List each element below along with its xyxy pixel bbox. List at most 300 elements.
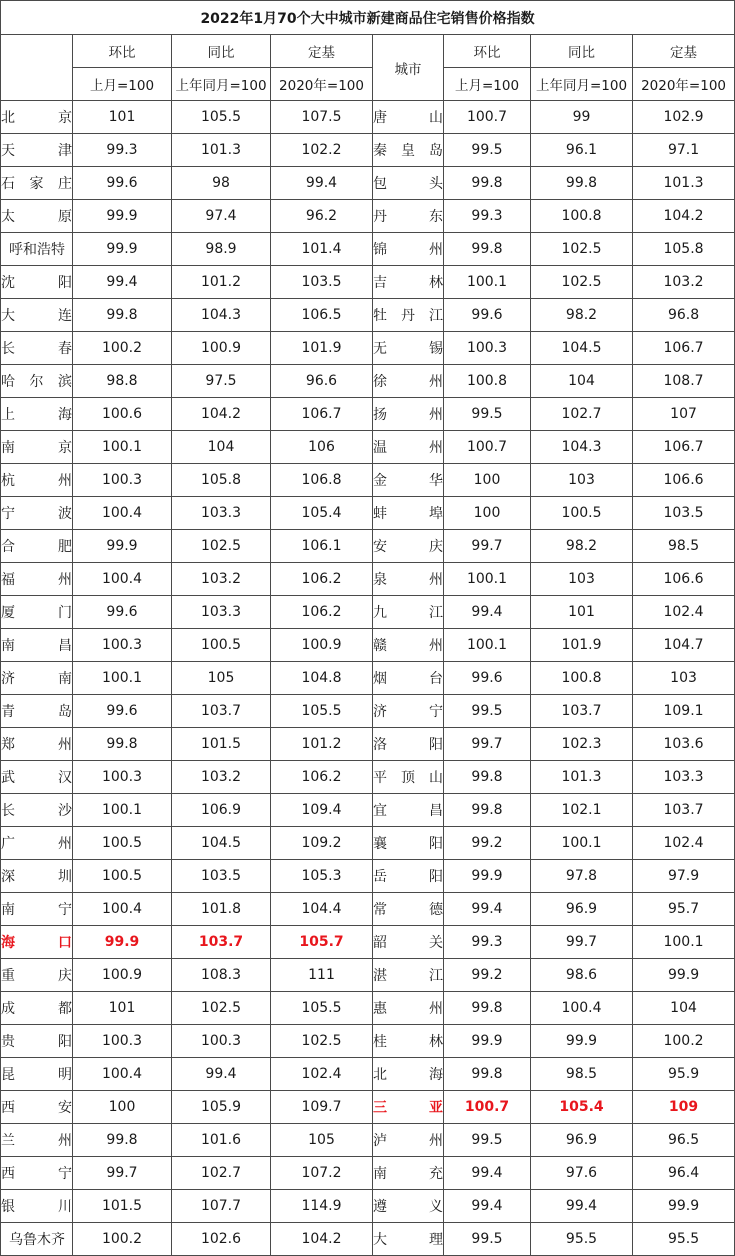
value-mom: 100.3 <box>73 464 172 497</box>
city-name: 烟台 <box>373 662 444 695</box>
value-base: 114.9 <box>271 1190 373 1223</box>
city-name: 哈尔滨 <box>1 365 73 398</box>
value-mom: 100.1 <box>73 794 172 827</box>
value-mom: 99.8 <box>444 761 531 794</box>
city-name: 九江 <box>373 596 444 629</box>
city-name: 杭州 <box>1 464 73 497</box>
value-base: 106.2 <box>271 761 373 794</box>
value-base: 102.4 <box>271 1058 373 1091</box>
value-mom: 99.9 <box>73 530 172 563</box>
value-mom: 99.6 <box>73 167 172 200</box>
value-yoy: 103.2 <box>172 563 271 596</box>
value-base: 101.3 <box>633 167 735 200</box>
value-base: 100.1 <box>633 926 735 959</box>
value-base: 96.4 <box>633 1157 735 1190</box>
table-row <box>1 827 735 860</box>
value-yoy: 101.3 <box>531 761 633 794</box>
value-base: 103.3 <box>633 761 735 794</box>
table-row <box>1 1157 735 1190</box>
table-row <box>1 167 735 200</box>
value-mom: 99.8 <box>73 728 172 761</box>
city-name: 石家庄 <box>1 167 73 200</box>
value-yoy: 100.3 <box>172 1025 271 1058</box>
value-base: 106.5 <box>271 299 373 332</box>
value-mom: 101 <box>73 992 172 1025</box>
value-mom: 100.1 <box>444 266 531 299</box>
value-yoy: 102.5 <box>172 530 271 563</box>
value-base: 97.9 <box>633 860 735 893</box>
value-mom: 100.2 <box>73 1223 172 1256</box>
table-row <box>1 728 735 761</box>
city-name: 韶关 <box>373 926 444 959</box>
table-row <box>1 398 735 431</box>
value-mom: 99.6 <box>444 299 531 332</box>
value-yoy: 97.4 <box>172 200 271 233</box>
table-row <box>1 794 735 827</box>
table-row <box>1 497 735 530</box>
value-mom: 99.8 <box>444 1058 531 1091</box>
value-mom: 99.9 <box>73 233 172 266</box>
value-base: 109.7 <box>271 1091 373 1124</box>
value-yoy: 108.3 <box>172 959 271 992</box>
value-mom: 99.8 <box>444 233 531 266</box>
value-base: 105.5 <box>271 695 373 728</box>
value-mom: 99.5 <box>444 134 531 167</box>
value-base: 108.7 <box>633 365 735 398</box>
value-mom: 100.1 <box>73 662 172 695</box>
table-row <box>1 695 735 728</box>
value-mom: 100 <box>444 497 531 530</box>
value-mom: 99.8 <box>444 992 531 1025</box>
value-yoy: 98.2 <box>531 530 633 563</box>
table-row <box>1 662 735 695</box>
value-yoy: 98.2 <box>531 299 633 332</box>
city-name: 青岛 <box>1 695 73 728</box>
header-row-groups <box>1 35 735 68</box>
value-yoy: 96.9 <box>531 893 633 926</box>
value-base: 109.2 <box>271 827 373 860</box>
value-base: 109.1 <box>633 695 735 728</box>
value-mom: 100.8 <box>444 365 531 398</box>
value-mom: 99.8 <box>444 794 531 827</box>
value-mom: 99.4 <box>444 596 531 629</box>
value-base: 95.9 <box>633 1058 735 1091</box>
value-yoy: 98.9 <box>172 233 271 266</box>
city-name: 宁波 <box>1 497 73 530</box>
table-row <box>1 893 735 926</box>
city-name: 包头 <box>373 167 444 200</box>
table-row <box>1 1058 735 1091</box>
value-base: 106.2 <box>271 563 373 596</box>
value-base: 98.5 <box>633 530 735 563</box>
value-mom: 100.6 <box>73 398 172 431</box>
value-mom: 99.3 <box>73 134 172 167</box>
value-mom: 100.4 <box>73 497 172 530</box>
value-yoy: 99.4 <box>172 1058 271 1091</box>
table-row <box>1 1124 735 1157</box>
value-yoy: 101 <box>531 596 633 629</box>
city-name: 唐山 <box>373 101 444 134</box>
table-row <box>1 233 735 266</box>
value-yoy: 100.5 <box>172 629 271 662</box>
value-yoy: 100.5 <box>531 497 633 530</box>
value-base: 97.1 <box>633 134 735 167</box>
city-name: 大连 <box>1 299 73 332</box>
table-row <box>1 1025 735 1058</box>
base-mom: 上月=100 <box>73 68 172 101</box>
value-mom: 99.7 <box>73 1157 172 1190</box>
city-name: 南宁 <box>1 893 73 926</box>
value-yoy: 105.4 <box>531 1091 633 1124</box>
table-row <box>1 926 735 959</box>
value-yoy: 102.5 <box>531 233 633 266</box>
table-row <box>1 596 735 629</box>
value-base: 106.6 <box>633 464 735 497</box>
page-title: 2022年1月70个大中城市新建商品住宅销售价格指数 <box>1 1 735 35</box>
value-mom: 100 <box>444 464 531 497</box>
value-base: 107.2 <box>271 1157 373 1190</box>
value-mom: 99.9 <box>73 926 172 959</box>
value-mom: 99.2 <box>444 959 531 992</box>
city-name: 襄阳 <box>373 827 444 860</box>
base-yoy: 上年同月=100 <box>172 68 271 101</box>
value-yoy: 103.7 <box>531 695 633 728</box>
city-name: 成都 <box>1 992 73 1025</box>
value-mom: 100.7 <box>444 1091 531 1124</box>
value-yoy: 101.3 <box>172 134 271 167</box>
value-yoy: 104.5 <box>531 332 633 365</box>
value-mom: 101.5 <box>73 1190 172 1223</box>
value-yoy: 104.5 <box>172 827 271 860</box>
value-yoy: 99.9 <box>531 1025 633 1058</box>
city-name: 乌鲁木齐 <box>1 1223 73 1256</box>
value-yoy: 101.2 <box>172 266 271 299</box>
value-yoy: 95.5 <box>531 1223 633 1256</box>
city-name: 安庆 <box>373 530 444 563</box>
value-base: 105.7 <box>271 926 373 959</box>
city-name: 贵阳 <box>1 1025 73 1058</box>
value-base: 105.8 <box>633 233 735 266</box>
value-yoy: 103 <box>531 464 633 497</box>
value-mom: 99.6 <box>73 596 172 629</box>
value-base: 104.2 <box>271 1223 373 1256</box>
value-yoy: 100.8 <box>531 200 633 233</box>
value-mom: 100.7 <box>444 101 531 134</box>
city-name: 大理 <box>373 1223 444 1256</box>
value-mom: 99.6 <box>444 662 531 695</box>
value-base: 105.4 <box>271 497 373 530</box>
value-yoy: 103.2 <box>172 761 271 794</box>
value-yoy: 96.9 <box>531 1124 633 1157</box>
city-name: 济南 <box>1 662 73 695</box>
value-base: 102.2 <box>271 134 373 167</box>
base-mom-right: 上月=100 <box>444 68 531 101</box>
table-row <box>1 1190 735 1223</box>
value-base: 109.4 <box>271 794 373 827</box>
value-mom: 99.5 <box>444 1223 531 1256</box>
city-name: 北海 <box>373 1058 444 1091</box>
value-yoy: 102.5 <box>531 266 633 299</box>
value-base: 103.7 <box>633 794 735 827</box>
city-name: 蚌埠 <box>373 497 444 530</box>
header-yoy: 同比 <box>172 35 271 68</box>
city-name: 三亚 <box>373 1091 444 1124</box>
city-name: 牡丹江 <box>373 299 444 332</box>
value-yoy: 100.4 <box>531 992 633 1025</box>
city-name: 西安 <box>1 1091 73 1124</box>
value-mom: 99.8 <box>73 299 172 332</box>
city-name: 济宁 <box>373 695 444 728</box>
value-base: 104.7 <box>633 629 735 662</box>
city-name: 桂林 <box>373 1025 444 1058</box>
value-yoy: 103.3 <box>172 596 271 629</box>
value-base: 103.6 <box>633 728 735 761</box>
table-row <box>1 101 735 134</box>
value-yoy: 104.3 <box>531 431 633 464</box>
value-yoy: 107.7 <box>172 1190 271 1223</box>
value-base: 101.4 <box>271 233 373 266</box>
value-base: 106.6 <box>633 563 735 596</box>
value-base: 104.8 <box>271 662 373 695</box>
city-name: 福州 <box>1 563 73 596</box>
value-mom: 99.9 <box>444 860 531 893</box>
table-row <box>1 365 735 398</box>
value-base: 106 <box>271 431 373 464</box>
value-base: 99.9 <box>633 959 735 992</box>
value-mom: 100.3 <box>73 761 172 794</box>
value-mom: 100.4 <box>73 563 172 596</box>
value-base: 107 <box>633 398 735 431</box>
value-base: 111 <box>271 959 373 992</box>
header-row-bases <box>1 68 735 101</box>
city-name: 西宁 <box>1 1157 73 1190</box>
base-base-right: 2020年=100 <box>633 68 735 101</box>
city-name: 天津 <box>1 134 73 167</box>
table-row <box>1 860 735 893</box>
city-name: 重庆 <box>1 959 73 992</box>
value-base: 109 <box>633 1091 735 1124</box>
table-row <box>1 629 735 662</box>
city-name: 郑州 <box>1 728 73 761</box>
value-yoy: 103.3 <box>172 497 271 530</box>
value-mom: 99.4 <box>444 1190 531 1223</box>
city-name: 兰州 <box>1 1124 73 1157</box>
value-base: 105.3 <box>271 860 373 893</box>
value-mom: 100.2 <box>73 332 172 365</box>
city-name: 太原 <box>1 200 73 233</box>
city-name: 湛江 <box>373 959 444 992</box>
value-yoy: 103.7 <box>172 926 271 959</box>
value-mom: 100.1 <box>444 629 531 662</box>
value-mom: 100.3 <box>73 1025 172 1058</box>
city-name: 呼和浩特 <box>1 233 73 266</box>
value-base: 106.7 <box>271 398 373 431</box>
value-base: 104.4 <box>271 893 373 926</box>
table-row <box>1 1223 735 1256</box>
table-row <box>1 266 735 299</box>
value-mom: 98.8 <box>73 365 172 398</box>
value-yoy: 99 <box>531 101 633 134</box>
value-base: 95.7 <box>633 893 735 926</box>
city-name: 南充 <box>373 1157 444 1190</box>
city-name: 常德 <box>373 893 444 926</box>
value-yoy: 105.8 <box>172 464 271 497</box>
value-base: 96.8 <box>633 299 735 332</box>
header-base-right: 定基 <box>633 35 735 68</box>
value-base: 106.8 <box>271 464 373 497</box>
table-row <box>1 464 735 497</box>
value-base: 99.9 <box>633 1190 735 1223</box>
header-mom-right: 环比 <box>444 35 531 68</box>
table-row <box>1 134 735 167</box>
city-name: 沈阳 <box>1 266 73 299</box>
value-yoy: 105 <box>172 662 271 695</box>
city-name: 平顶山 <box>373 761 444 794</box>
table-row <box>1 959 735 992</box>
value-yoy: 99.8 <box>531 167 633 200</box>
city-name: 银川 <box>1 1190 73 1223</box>
value-mom: 99.9 <box>444 1025 531 1058</box>
table-row <box>1 332 735 365</box>
city-name: 广州 <box>1 827 73 860</box>
value-yoy: 105.9 <box>172 1091 271 1124</box>
value-yoy: 102.7 <box>531 398 633 431</box>
value-base: 103.5 <box>633 497 735 530</box>
value-mom: 100.9 <box>73 959 172 992</box>
value-base: 104 <box>633 992 735 1025</box>
value-base: 106.1 <box>271 530 373 563</box>
value-mom: 101 <box>73 101 172 134</box>
value-yoy: 101.6 <box>172 1124 271 1157</box>
city-name: 丹东 <box>373 200 444 233</box>
value-mom: 99.5 <box>444 1124 531 1157</box>
value-mom: 100.1 <box>444 563 531 596</box>
city-name: 合肥 <box>1 530 73 563</box>
left-city-header <box>1 35 73 101</box>
value-yoy: 104.2 <box>172 398 271 431</box>
value-mom: 99.5 <box>444 398 531 431</box>
header-yoy-right: 同比 <box>531 35 633 68</box>
value-base: 95.5 <box>633 1223 735 1256</box>
value-yoy: 106.9 <box>172 794 271 827</box>
city-name: 扬州 <box>373 398 444 431</box>
table-row <box>1 299 735 332</box>
value-yoy: 98 <box>172 167 271 200</box>
header-base: 定基 <box>271 35 373 68</box>
city-name: 厦门 <box>1 596 73 629</box>
value-mom: 99.7 <box>444 530 531 563</box>
value-mom: 99.9 <box>73 200 172 233</box>
city-name: 赣州 <box>373 629 444 662</box>
value-base: 106.7 <box>633 431 735 464</box>
city-name: 遵义 <box>373 1190 444 1223</box>
value-base: 107.5 <box>271 101 373 134</box>
right-city-header: 城市 <box>373 35 444 101</box>
city-name: 泉州 <box>373 563 444 596</box>
table-row <box>1 431 735 464</box>
value-yoy: 100.9 <box>172 332 271 365</box>
value-yoy: 103 <box>531 563 633 596</box>
city-name: 上海 <box>1 398 73 431</box>
value-mom: 99.8 <box>73 1124 172 1157</box>
value-mom: 100.3 <box>444 332 531 365</box>
value-yoy: 96.1 <box>531 134 633 167</box>
table-row <box>1 761 735 794</box>
value-base: 106.7 <box>633 332 735 365</box>
city-name: 无锡 <box>373 332 444 365</box>
city-name: 泸州 <box>373 1124 444 1157</box>
value-yoy: 102.3 <box>531 728 633 761</box>
value-mom: 100.7 <box>444 431 531 464</box>
value-yoy: 97.8 <box>531 860 633 893</box>
table-row <box>1 1091 735 1124</box>
value-yoy: 102.5 <box>172 992 271 1025</box>
city-name: 深圳 <box>1 860 73 893</box>
value-yoy: 102.6 <box>172 1223 271 1256</box>
value-mom: 100.5 <box>73 860 172 893</box>
value-yoy: 99.7 <box>531 926 633 959</box>
value-yoy: 100.1 <box>531 827 633 860</box>
value-yoy: 104 <box>531 365 633 398</box>
base-base: 2020年=100 <box>271 68 373 101</box>
city-name: 岳阳 <box>373 860 444 893</box>
value-mom: 99.2 <box>444 827 531 860</box>
city-name: 吉林 <box>373 266 444 299</box>
city-name: 温州 <box>373 431 444 464</box>
value-base: 103.5 <box>271 266 373 299</box>
city-name: 锦州 <box>373 233 444 266</box>
city-name: 长春 <box>1 332 73 365</box>
value-mom: 100.3 <box>73 629 172 662</box>
city-name: 南昌 <box>1 629 73 662</box>
value-mom: 99.4 <box>444 1157 531 1190</box>
value-yoy: 103.5 <box>172 860 271 893</box>
value-mom: 100.1 <box>73 431 172 464</box>
value-base: 100.2 <box>633 1025 735 1058</box>
table-row <box>1 992 735 1025</box>
table-row <box>1 563 735 596</box>
value-base: 96.6 <box>271 365 373 398</box>
value-mom: 100.5 <box>73 827 172 860</box>
city-name: 徐州 <box>373 365 444 398</box>
value-mom: 99.5 <box>444 695 531 728</box>
value-mom: 99.6 <box>73 695 172 728</box>
value-mom: 99.4 <box>73 266 172 299</box>
value-base: 104.2 <box>633 200 735 233</box>
value-mom: 99.8 <box>444 167 531 200</box>
value-base: 106.2 <box>271 596 373 629</box>
table-row <box>1 530 735 563</box>
value-yoy: 99.4 <box>531 1190 633 1223</box>
value-mom: 99.3 <box>444 200 531 233</box>
value-base: 102.4 <box>633 596 735 629</box>
value-base: 100.9 <box>271 629 373 662</box>
city-name: 南京 <box>1 431 73 464</box>
city-name: 宜昌 <box>373 794 444 827</box>
value-yoy: 97.5 <box>172 365 271 398</box>
value-base: 102.9 <box>633 101 735 134</box>
value-yoy: 103.7 <box>172 695 271 728</box>
value-yoy: 102.1 <box>531 794 633 827</box>
city-name: 惠州 <box>373 992 444 1025</box>
value-base: 102.5 <box>271 1025 373 1058</box>
value-yoy: 101.5 <box>172 728 271 761</box>
value-base: 101.2 <box>271 728 373 761</box>
value-base: 105 <box>271 1124 373 1157</box>
value-yoy: 98.5 <box>531 1058 633 1091</box>
city-name: 秦皇岛 <box>373 134 444 167</box>
value-base: 96.2 <box>271 200 373 233</box>
